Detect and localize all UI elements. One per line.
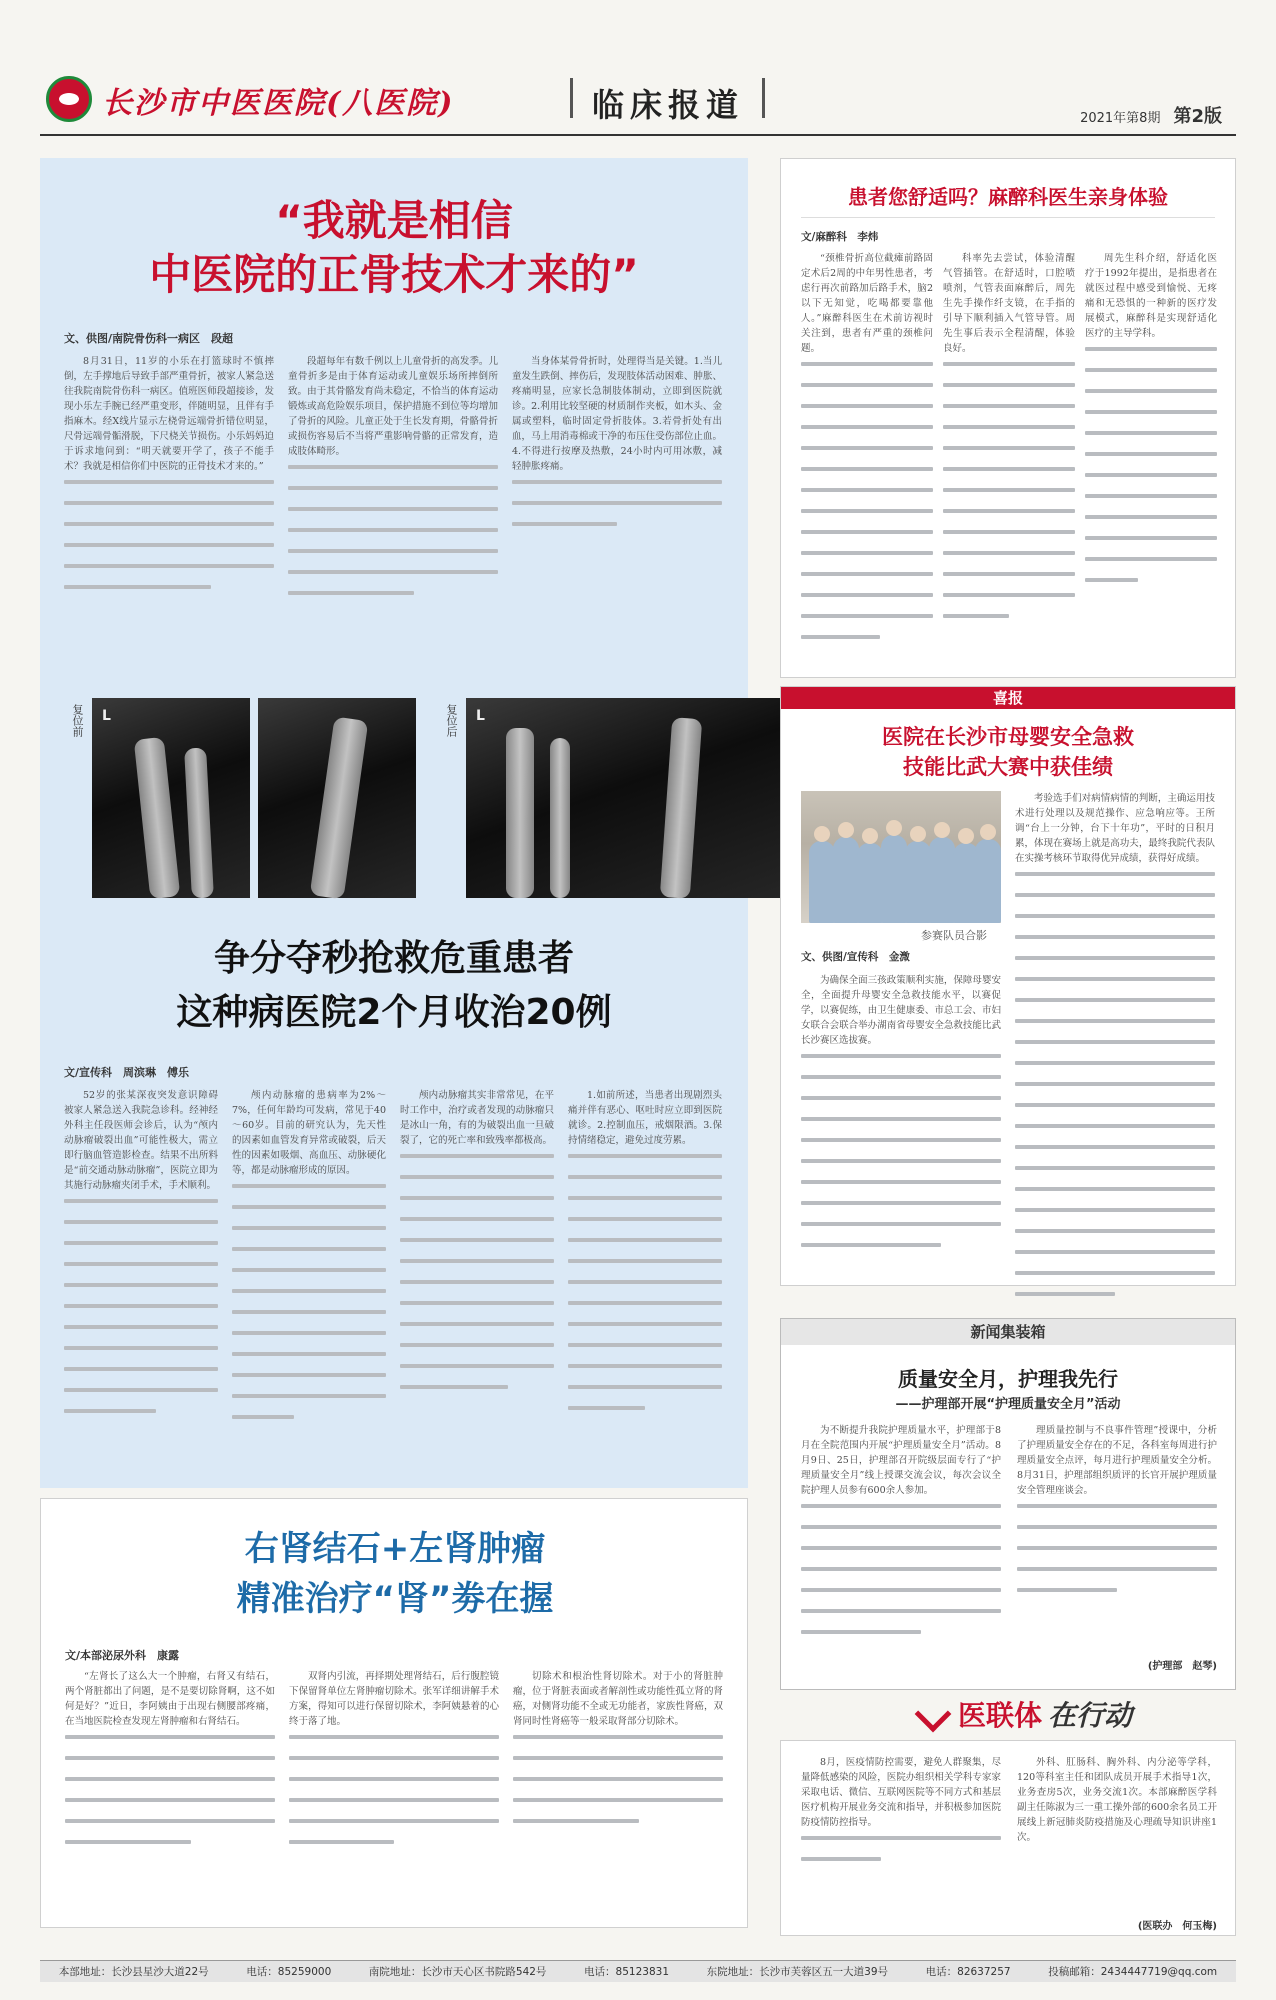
- masthead-divider: [570, 78, 573, 118]
- footer-address: 南院地址：长沙市天心区书院路542号: [368, 1966, 547, 1978]
- hospital-logo-icon: [46, 76, 92, 122]
- masthead-divider: [762, 78, 765, 118]
- article2-byline: 文/宣传科 周滨琳 傅乐: [64, 1066, 190, 1079]
- paragraph: 当身体某骨骨折时，处理得当是关键。1.当儿童发生跌倒、摔伤后，发现肢体活动困难、肿胀、疼痛明显，应家长急制肢体制动，立即到医院就诊。2.利用比较坚硬的材质制作夹板，如木头、金属或塑料，临时固定骨折肢体。3.若骨折处有出血，马上用消毒棉或干净的布压住受伤部位止血。4.不得进行按摩及热敷，24小时内可用冰敷，减轻肿胀疼痛。: [512, 356, 722, 472]
- issue-date: 2021年第8期: [1080, 111, 1161, 126]
- paragraph: 52岁的张某深夜突发意识障碍被家人紧急送入我院急诊科。经神经外科主任段医师会诊后，认为“颅内动脉瘤破裂出血”可能性极大，需立即行脑血管造影检查。结果不出所料是“前交通动脉动脉瘤”，医院立即为其施行动脉瘤夹闭手术，手术顺利。: [64, 1090, 218, 1191]
- box3-signature: (护理部 赵琴): [1147, 1661, 1217, 1672]
- article3-column: [289, 1669, 499, 1919]
- box4-signature: (医联办 何玉梅): [1137, 1921, 1217, 1932]
- arrow-icon: [915, 1696, 952, 1733]
- paragraph: 双肾内引流，再择期处理肾结石，后行腹腔镜下保留肾单位左肾肿瘤切除术。张军详细讲解手术方案，得知可以进行保留切除术，李阿姨悬着的心终于落了地。: [289, 1671, 499, 1727]
- page-footer: [40, 1960, 1236, 1982]
- article1-column: [512, 354, 722, 679]
- article2-column: [400, 1088, 554, 1478]
- box2-label: 喜报: [781, 687, 1235, 709]
- box2-body-left: [801, 973, 1001, 1279]
- article1-title-line2: 中医院的正骨技术才来的”: [149, 250, 639, 299]
- xray-caption-before: 复位前: [71, 704, 84, 737]
- xray-caption-after: 复位后: [445, 704, 458, 737]
- box2-byline: 文、供图/宣传科 金溦: [801, 951, 910, 963]
- box1-title: 患者您舒适吗？麻醉科医生亲身体验: [848, 185, 1168, 209]
- box3-column: [801, 1423, 1001, 1649]
- anesthesia-article-box: [780, 158, 1236, 678]
- box3-column: [1017, 1423, 1217, 1649]
- article1-column: [64, 354, 274, 679]
- union-logo-text: 医联体: [958, 1699, 1043, 1732]
- masthead: [40, 72, 1236, 132]
- box1-column: [943, 251, 1075, 671]
- paragraph: 切除术和根治性肾切除术。对于小的肾脏肿瘤，位于肾脏表面或者解剖性或功能性孤立肾的肾癌，对侧肾功能不全或无功能者，家族性肾癌，双肾同时性肾癌等一般采取肾部分切除术。: [513, 1671, 723, 1727]
- paragraph: “左肾长了这么大一个肿瘤，右肾又有结石，两个肾脏都出了问题，是不是要切除肾啊，这不如何是好？”近日，李阿姨由于出现右侧腰部疼痛，在当地医院检查发现左肾肿瘤和右肾结石。: [65, 1671, 275, 1727]
- union-logo-text: 在行动: [1048, 1699, 1133, 1732]
- paragraph: 8月，医疫情防控需要，避免人群聚集，尽量降低感染的风险，医院办组织相关学科专家家采取电话、微信、互联网医院等不同方式和基层医疗机构开展业务交流和指导，并积极参加医院防疫情防控指导。: [801, 1757, 1001, 1828]
- paragraph: 外科、肛肠科、胸外科、内分泌等学科，120等科室主任和团队成员开展手术指导1次，业务查房5次，业务交流1次。本部麻醉医学科副主任陈淑为三一重工操外部的600余名员工开展线上新冠肺炎防疫措施及心理疏导知识讲座1次。: [1017, 1757, 1217, 1843]
- news-container-box: [780, 1318, 1236, 1690]
- paragraph: 为确保全面三孩政策顺利实施，保障母婴安全，全面提升母婴安全急救技能水平，以赛促学，以赛促练，由卫生健康委、市总工会、市妇女联合会联合举办湖南省母婴安全急救技能比武长沙赛区选拔赛。: [801, 975, 1001, 1046]
- article3-column: [65, 1669, 275, 1919]
- paragraph: “颈椎骨折高位截瘫前路固定术后2周的中年男性患者，考虑行再次前路加后路手术，脑2以下无知觉，吃喝都要靠他人。”麻醉科医生在术前访视时关注到，患者有严重的颈椎问题。: [801, 253, 933, 354]
- xray-side-marker: L: [102, 708, 111, 724]
- hospital-brand: 长沙市中医医院(八医院): [102, 86, 455, 121]
- box3-title: 质量安全月，护理我先行: [898, 1367, 1118, 1391]
- box1-column: [1085, 251, 1217, 671]
- box2-column: [801, 973, 1001, 1279]
- medical-union-logo: [920, 1694, 1132, 1734]
- xray-before-image: [92, 698, 250, 898]
- paragraph: 理质量控制与不良事件管理”授课中，分析了护理质量安全存在的不足，各科室每周进行护理质量安全点评，每月进行护理质量安全分析。8月31日，护理部组织质评的长官开展护理质量安全管理座谈会。: [1017, 1425, 1217, 1496]
- article3-title-line1: 右肾结石+左肾肿瘤: [244, 1529, 546, 1569]
- team-group-photo: [801, 791, 1001, 923]
- box4-column: [1017, 1755, 1217, 1925]
- article3-title-line2: 精准治疗“肾”劵在握: [236, 1579, 554, 1619]
- competition-news-box: [780, 686, 1236, 1286]
- paragraph: 为不断提升我院护理质量水平，护理部于8月在全院范围内开展“护理质量安全月”活动。8月9日、25日，护理部召开院级层面专行了“护理质量安全月”线上授课交流会议，每次会议全院护理人员参有600余人参加。: [801, 1425, 1001, 1496]
- box2-title-line1: 医院在长沙市母婴安全急救: [882, 725, 1134, 749]
- box1-body: [801, 251, 1217, 671]
- article3-body: [65, 1669, 725, 1919]
- article2-column: [64, 1088, 218, 1478]
- article2-column: [232, 1088, 386, 1478]
- masthead-rule: [40, 134, 1236, 136]
- article1-title-line1: “我就是相信: [275, 196, 513, 245]
- paragraph: 周先生科介绍，舒适化医疗于1992年提出，是指患者在就医过程中感受到愉悦、无疼痛和无恐惧的一种新的医疗发展模式，麻醉科是实现舒适化医疗的主导学科。: [1085, 253, 1217, 339]
- footer-phone: 电话：82637257: [925, 1966, 1011, 1978]
- article2-title-line2: 这种病医院2个月收治20例: [176, 992, 612, 1033]
- xray-gallery: [62, 698, 798, 898]
- footer-address: 东院地址：长沙市芙蓉区五一大道39号: [706, 1966, 889, 1978]
- box3-label: 新闻集装箱: [781, 1319, 1235, 1345]
- article2-body: [64, 1088, 724, 1478]
- paragraph: 颅内动脉瘤的患病率为2%～7%，任何年龄均可发病，常见于40～60岁。目前的研究认为，先天性的因素如血管发育异常或破裂，后天性的因素如吸烟、高血压、动脉硬化等，都是动脉瘤形成的原因。: [232, 1090, 386, 1176]
- xray-after-image: [466, 698, 798, 898]
- xray-before-lateral-image: [258, 698, 416, 898]
- page-number: 第2版: [1173, 106, 1222, 127]
- article3-panel: [40, 1498, 748, 1928]
- article1-column: [288, 354, 498, 679]
- photo-caption: 参赛队员合影: [921, 929, 987, 942]
- box2-column: [1015, 791, 1215, 1279]
- issue-info: [1080, 102, 1222, 128]
- box1-byline: 文/麻醉科 李炜: [801, 231, 879, 243]
- box3-subtitle: ——护理部开展“护理质量安全月”活动: [895, 1397, 1121, 1412]
- paragraph: 科率先去尝试，体验清醒气管插管。在舒适时，口腔喷喷剂，气管表面麻醉后，周先生先手操作纤支镜，在手指的引导下顺利插入气管导管。周先生事后表示全程清醒，体验良好。: [943, 253, 1075, 354]
- medical-union-box: [780, 1740, 1236, 1936]
- box4-body: [801, 1755, 1217, 1925]
- xray-side-marker: L: [476, 708, 485, 724]
- box4-column: [801, 1755, 1001, 1925]
- box2-title-line2: 技能比武大赛中获佳绩: [903, 755, 1113, 779]
- article1-byline: 文、供图/南院骨伤科一病区 段超: [64, 332, 234, 345]
- article2-column: [568, 1088, 722, 1478]
- footer-address: 本部地址：长沙县星沙大道22号: [58, 1966, 209, 1978]
- paragraph: 考验选手们对病情病情的判断，主确运用技术进行处理以及规范操作、应急响应等。王所调“台上一分钟，台下十年功”，平时的日积月累，体现在赛场上就是高功夫，最终我院代表队在实操考核环节取得优异成绩，获得好成绩。: [1015, 793, 1215, 864]
- footer-phone: 电话：85259000: [246, 1966, 332, 1978]
- paragraph: 颅内动脉瘤其实非常常见，在平时工作中，治疗或者发现的动脉瘤只是冰山一角，有的为破裂出血一旦破裂了，它的死亡率和致残率都极高。: [400, 1090, 554, 1146]
- article2-title-line1: 争分夺秒抢救危重患者: [213, 938, 574, 979]
- footer-phone: 电话：85123831: [584, 1966, 670, 1978]
- box3-body: [801, 1423, 1217, 1649]
- box1-column: [801, 251, 933, 671]
- article3-byline: 文/本部泌尿外科 康露: [65, 1649, 180, 1662]
- footer-email: 投稿邮箱：2434447719@qq.com: [1048, 1966, 1218, 1978]
- paragraph: 8月31日，11岁的小乐在打篮球时不慎摔倒，左手撑地后导致手部严重骨折，被家人紧急送往我院南院骨伤科一病区。值班医师段超接诊，发现小乐左手腕已经严重变形，伴随明显，且伴有手指麻木。经X线片显示左桡骨远端骨折错位明显，尺骨远端骨骺滑脱，下尺桡关节损伤。小乐妈妈迫于诉求地问到：“明天就要开学了，孩子不能手术？我就是相信你们中医院的正骨技术才来的。”: [64, 356, 274, 472]
- box2-body-right: [1015, 791, 1215, 1279]
- section-title: 临床报道: [592, 86, 745, 124]
- article3-column: [513, 1669, 723, 1919]
- paragraph: 1.如前所述，当患者出现剧烈头痛并伴有恶心、呕吐时应立即到医院就诊。2.控制血压，戒烟限酒。3.保持情绪稳定，避免过度劳累。: [568, 1090, 722, 1146]
- article1-body: [64, 354, 724, 679]
- paragraph: 段超每年有数千例以上儿童骨折的高发季。儿童骨折多是由于体育运动或儿童娱乐场所摔倒所致。由于其骨骼发育尚未稳定，不恰当的体育运动锻炼或高危险娱乐项目，保护措施不到位等均增加了骨折的风险。儿童正处于生长发育期，骨骼骨折或损伤容易后不当将严重影响骨骼的正常发育，造成肢体畸形。: [288, 356, 498, 457]
- left-feature-panel: [40, 158, 748, 1488]
